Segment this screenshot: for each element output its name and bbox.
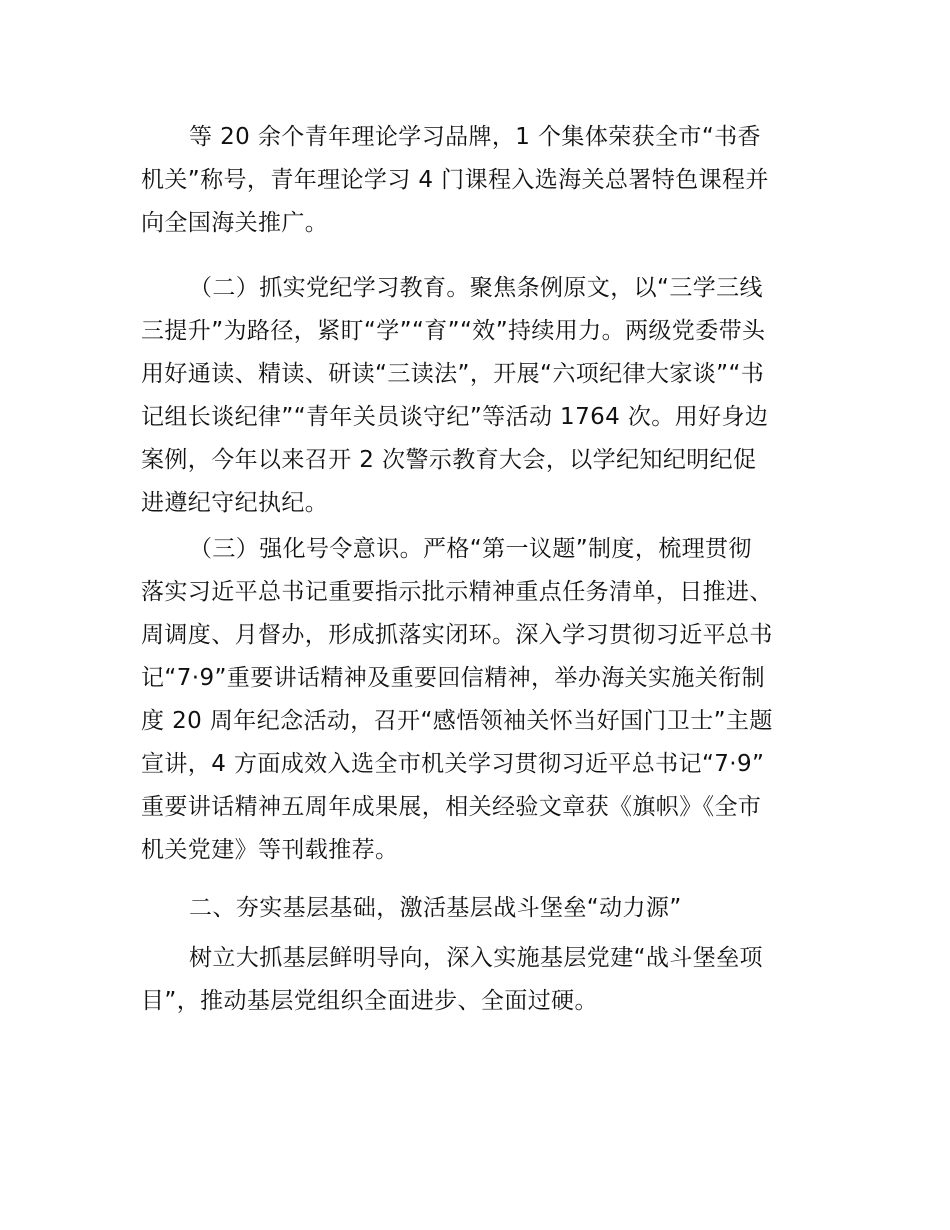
text-line: 进遵纪守纪执纪。 [141, 490, 329, 516]
section-three-heading-line: （三）强化号令意识。严格“第一议题”制度，梳理贯彻 [189, 536, 752, 562]
section-two-heading-line: （二）抓实党纪学习教育。聚焦条例原文，以“三学三线 [189, 275, 763, 301]
text-line: 落实习近平总书记重要指示批示精神重点任务清单，日推进、 [141, 579, 773, 605]
text-line: 案例，今年以来召开 2 次警示教育大会，以学纪知纪明纪促 [141, 447, 757, 473]
text-line: 机关”称号，青年理论学习 4 门课程入选海关总署特色课程并 [141, 167, 769, 193]
text-line: 目”，推动基层党组织全面进步、全面过硬。 [141, 988, 598, 1014]
chapter-heading: 二、夯实基层基础，激活基层战斗堡垒“动力源” [189, 895, 682, 921]
text-line: 三提升”为路径，紧盯“学”“育”“效”持续用力。两级党委带头 [141, 318, 766, 344]
text-line: 用好通读、精读、研读“三读法”，开展“六项纪律大家谈”“书 [141, 361, 765, 387]
text-line: 向全国海关推广。 [141, 210, 329, 236]
text-line: 树立大抓基层鲜明导向，深入实施基层党建“战斗堡垒项 [189, 945, 763, 971]
text-line: 度 20 周年纪念活动，召开“感悟领袖关怀当好国门卫士”主题 [141, 708, 773, 734]
text-line: 机关党建》等刊载推荐。 [141, 837, 399, 863]
text-line: 记组长谈纪律”“青年关员谈守纪”等活动 1764 次。用好身边 [141, 404, 769, 430]
text-line: 宣讲，4 方面成效入选全市机关学习贯彻习近平总书记“7·9” [141, 751, 765, 777]
text-line: 记“7·9”重要讲话精神及重要回信精神，举办海关实施关衔制 [141, 665, 766, 691]
text-line: 重要讲话精神五周年成果展，相关经验文章获《旗帜》《全市 [141, 794, 762, 820]
text-line: 等 20 余个青年理论学习品牌，1 个集体荣获全市“书香 [189, 124, 761, 150]
text-line: 周调度、月督办，形成抓落实闭环。深入学习贯彻习近平总书 [141, 622, 773, 648]
